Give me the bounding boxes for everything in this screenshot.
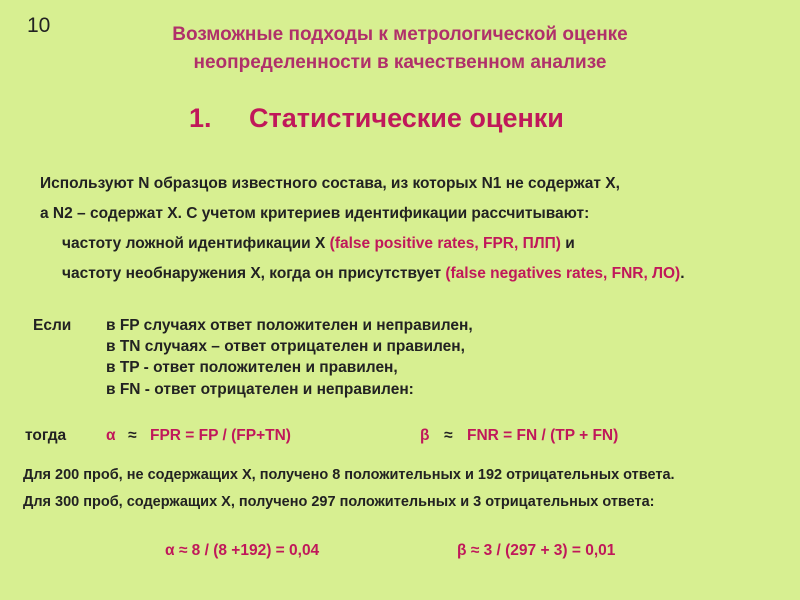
section-number: 1. — [189, 103, 212, 133]
intro-line-4-text: частоту необнаружения X, когда он присутствует — [62, 265, 446, 282]
intro-line-3 — [62, 235, 575, 253]
example-line-2: Для 300 проб, содержащих X, получено 297 положительных и 3 отрицательных ответа: — [23, 494, 655, 510]
fpr-definition: (false positive rates, FPR, ПЛП) — [329, 235, 561, 252]
formulas-label: тогда — [25, 427, 67, 444]
intro-line-3-text: частоту ложной идентификации X — [62, 235, 330, 252]
beta-formula: FNR = FN / (TP + FN) — [467, 427, 619, 444]
intro-line-2: а N2 – содержат X. С учетом критериев идентификации рассчитывают: — [40, 205, 590, 222]
slide-title-line-2: неопределенности в качественном анализе — [193, 52, 607, 73]
alpha-formula: FPR = FP / (FP+TN) — [150, 427, 291, 444]
intro-line-3-suffix: и — [560, 235, 575, 252]
section-heading-text: Статистические оценки — [249, 103, 564, 133]
beta-symbol: β — [420, 427, 430, 444]
intro-line-4 — [62, 265, 685, 283]
condition-item: в TN случаях – ответ отрицателен и правилен, — [106, 338, 465, 355]
beta-result: β ≈ 3 / (297 + 3) = 0,01 — [457, 542, 616, 559]
condition-item: в FP случаях ответ положителен и неправилен, — [106, 317, 473, 334]
fnr-definition: (false negatives rates, FNR, ЛО) — [445, 265, 681, 282]
conditions-label: Если — [33, 317, 72, 334]
intro-line-4-suffix: . — [680, 265, 685, 282]
condition-item: в FN - ответ отрицателен и неправилен: — [106, 381, 414, 398]
alpha-result: α ≈ 8 / (8 +192) = 0,04 — [165, 542, 320, 559]
slide-number: 10 — [27, 14, 51, 37]
condition-item: в TP - ответ положителен и правилен, — [106, 359, 398, 376]
approx-symbol: ≈ — [128, 427, 137, 444]
alpha-symbol: α — [106, 427, 116, 444]
slide-title-line-1: Возможные подходы к метрологической оценке — [172, 24, 628, 45]
example-line-1: Для 200 проб, не содержащих X, получено 8 положительных и 192 отрицательных ответа. — [23, 467, 675, 483]
intro-line-1: Используют N образцов известного состава, из которых N1 не содержат X, — [40, 175, 620, 192]
approx-symbol: ≈ — [444, 427, 453, 444]
section-heading — [189, 103, 564, 134]
